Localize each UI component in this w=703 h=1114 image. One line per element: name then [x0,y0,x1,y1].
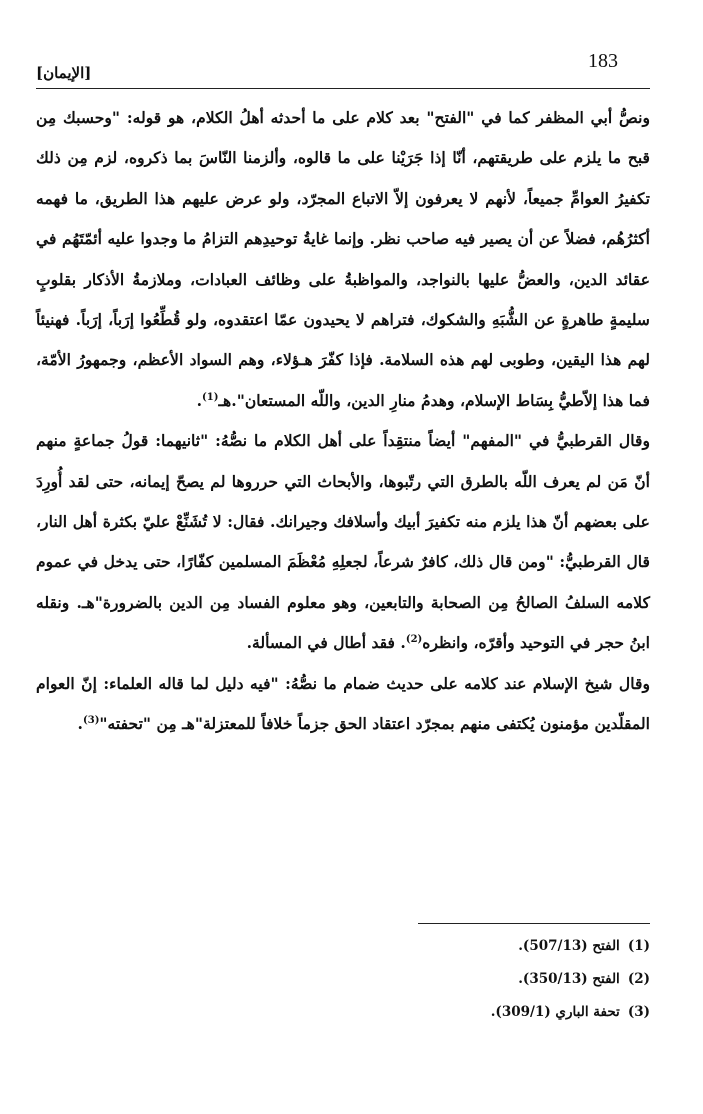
footnote [36,996,650,1029]
footnote-number: (1) [627,938,650,954]
paragraph: وقال شيخ الإسلام عند كلامه على حديث ضمام ما نصُّهُ: "فيه دليل لما قاله العلماء: إنّ العوام المقلّدين مؤمنون يُكتفى منهم بمجرّد اعتقاد الحق جزماً خلافاً للمعتزلة"هـ مِن "تحفته"$^{(3)}$. [36,673,650,734]
running-head: [الإيمان] [36,64,92,82]
header-rule [36,88,650,89]
footnote-ref: (1) [202,391,219,403]
footnote-text: تحفة الباري (309/1). [490,1004,620,1020]
footnote-text: الفتح (350/13). [518,971,620,987]
main-text [36,98,650,745]
page-number: 183 [588,50,618,72]
footnote-text: الفتح (507/13). [518,938,620,954]
paragraph: وقال القرطبيُّ في "المفهم" أيضاً منتقِداً على أهل الكلام ما نصُّهُ: "ثانيهما: قولُ جماعةٍ منهم أنّ مَن لم يعرف اللّه بالطرق التي رتّبوها، والأبحاث التي حرروها لم يصحّ إيمانه، حتى لقد أُورِدَ على بعضهم أنّ هذا يلزم منه تكفيرَ أبيك وأسلافك وجيرانك. فقال: لا تُشَنِّعْ عليّ بكثرة أهل النار، قال القرطبيُّ: "ومن قال ذلك، كافرٌ شرعاً، لجعلِهِ مُعْظَمَ المسلمين كفّارًا، حتى يدخل في عموم كلامه السلفُ الصالحُ مِن الصحابة والتابعين، وهو معلوم الفساد مِن الدين بالضرورة"هـ. ونقله ابنُ حجر في التوحيد وأقرّه، وانظره$^{(2)}$. فقد أطال في المسألة. [36,431,650,653]
paragraph: ونصُّ أبي المظفر كما في "الفتح" بعد كلام على ما أحدثه أهلُ الكلام، هو قوله: "وحسبك مِن قبح ما يلزم على طريقتهم، أنّا إذا جَرَيْنا على ما قالوه، وألزمنا النّاسَ بما ذكروه، لزم مِن ذلك تكفيرُ العوامِّ جميعاً، لأنهم لا يعرفون إلاّ الاتباع المجرّد، ولو عرض عليهم هذا الطريق، ما فهمه أكثرُهُم، فضلاً عن أن يصير فيه صاحب نظر. وإنما غايةُ توحيدِهم التزامُ ما وجدوا عليه أئمّتَهُم في عقائد الدين، والعضُّ عليها بالنواجد، والمواظبةُ على وظائف العبادات، وملازمةُ الأذكار بقلوبٍ سليمةٍ طاهرةٍ عن الشُّبَهِ والشكوك، فتراهم لا يحيدون عمّا اعتقدوه، ولو قُطِّعُوا إرَباً، إرَباً. فهنيئاً لهم هذا اليقين، وطوبى لهم هذه السلامة. فإذا كفّرَ هـؤلاء، وهم السواد الأعظم، وجمهورُ الأمّة، فما هذا إلاّطيُّ بِسَاط الإسلام، وهدمُ منارِ الدين، واللّه المستعان".هـ$^{(1)}$. [36,108,650,410]
footnote-ref: (2) [405,634,423,646]
footnote-number: (3) [627,1004,650,1020]
footnotes [36,930,650,1029]
footnote [36,963,650,996]
footnote-number: (2) [627,971,650,987]
footnote-ref: (3) [82,714,100,726]
footnote-divider [418,923,650,924]
footnote [36,930,650,963]
